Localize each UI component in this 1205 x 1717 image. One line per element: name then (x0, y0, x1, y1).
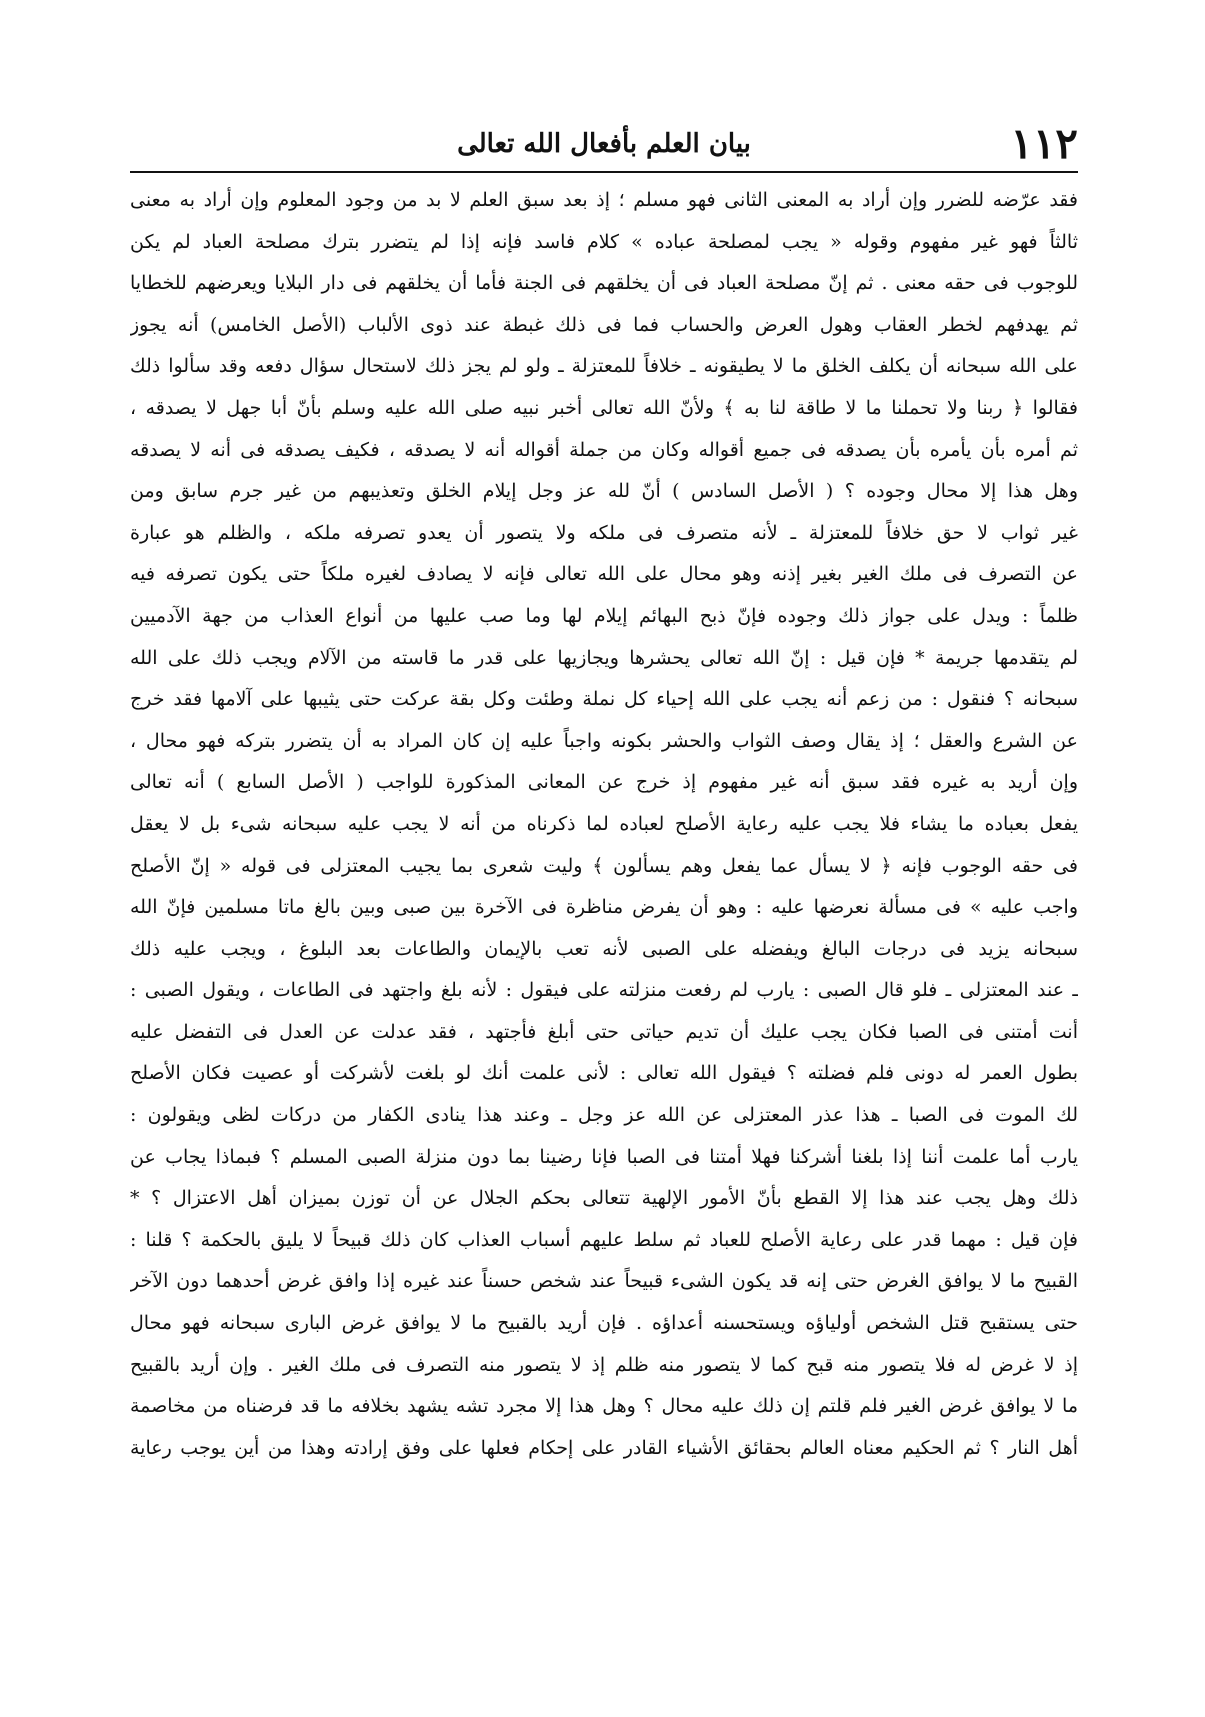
text-line: ظلماً : ويدل على جواز ذلك وجوده فإنّ ذبح البهائم إيلام لها وما صب عليها من أنواع العذاب من جهة الآدميين (130, 604, 1078, 627)
text-line: غير ثواب لا حق خلافاً للمعتزلة ـ لأنه متصرف فى ملكه ولا يتصور أن يعدو تصرفه ملكه ، والظلم هو عبارة (130, 521, 1078, 544)
header-divider (130, 171, 1078, 173)
text-line: القبيح ما لا يوافق الغرض حتى إنه قد يكون الشىء قبيحاً عند شخص حسناً عند غيره إذا وافق غرض أحدهما دون الآخر (130, 1270, 1078, 1293)
text-line: لم يتقدمها جريمة * فإن قيل : إنّ الله تعالى يحشرها ويجازيها على قدر ما قاسته من الآلام ويجب ذلك على الله (130, 646, 1078, 669)
text-line: عن التصرف فى ملك الغير بغير إذنه وهو محال على الله تعالى فإنه لا يصادف لغيره ملكاً حتى يكون تصرفه فيه (130, 563, 1078, 586)
text-line: ما لا يوافق غرض الغير فلم قلتم إن ذلك عليه محال ؟ وهل هذا إلا مجرد تشه يشهد بخلافه ما قد فرضناه من مخاصمة (130, 1395, 1078, 1418)
text-line: فقد عرّضه للضرر وإن أراد به المعنى الثانى فهو مسلم ؛ إذ بعد سبق العلم لا بد من وجود المعلوم وإن أراد به معنى (130, 189, 1078, 211)
page-header (130, 118, 1078, 170)
text-line: ثم أمره بأن يأمره بأن يصدقه فى جميع أقواله وكان من جملة أقواله أنه لا يصدقه ، فكيف يصدقه فى أنه لا يصدقه (130, 438, 1078, 461)
text-line: ذلك وهل يجب عند هذا إلا القطع بأنّ الأمور الإلهية تتعالى بحكم الجلال عن أن توزن بميزان أهل الاعتزال ؟ * (130, 1187, 1078, 1210)
text-line: عن الشرع والعقل ؛ إذ يقال وصف الثواب والحشر بكونه واجباً عليه إن كان المراد به أن يتضرر بتركه فهو محال ، (130, 729, 1078, 752)
running-title: بيان العلم بأفعال الله تعالى (457, 129, 751, 159)
text-line: أهل النار ؟ ثم الحكيم معناه العالم بحقائق الأشياء القادر على إحكام فعلها على وفق إرادته وهذا من أين يوجب رعاية (130, 1436, 1078, 1459)
text-line: إذ لا غرض له فلا يتصور منه قبح كما لا يتصور منه ظلم إذ لا يتصور منه التصرف فى ملك الغير . وإن أريد بالقبيح (130, 1353, 1078, 1376)
page-number: ١١٢ (1010, 119, 1078, 168)
text-line: وإن أريد به غيره فقد سبق أنه غير مفهوم إذ خرج عن المعانى المذكورة للواجب ( الأصل السابع ) أنه تعالى (130, 771, 1078, 794)
text-line: على الله سبحانه أن يكلف الخلق ما لا يطيقونه ـ خلافاً للمعتزلة ـ ولو لم يجز ذلك لاستحال سؤال دفعه وقد سألوا ذلك (130, 355, 1078, 378)
text-line: سبحانه يزيد فى درجات البالغ ويفضله على الصبى لأنه تعب بالإيمان والطاعات بعد البلوغ ، ويجب عليه ذلك (130, 937, 1078, 960)
text-line: فقالوا ﴿ ربنا ولا تحملنا ما لا طاقة لنا به ﴾ ولأنّ الله تعالى أخبر نبيه صلى الله عليه وسلم بأنّ أبا جهل لا يصدقه ، (130, 396, 1078, 419)
text-line: ثم يهدفهم لخطر العقاب وهول العرض والحساب فما فى ذلك غبطة عند ذوى الألباب (الأصل الخامس) أنه يجوز (130, 313, 1078, 336)
text-line: فى حقه الوجوب فإنه ﴿ لا يسأل عما يفعل وهم يسألون ﴾ وليت شعرى بما يجيب المعتزلى فى قوله « إنّ الأصلح (130, 854, 1078, 877)
text-line: حتى يستقبح قتل الشخص أولياؤه ويستحسنه أعداؤه . فإن أريد بالقبيح ما لا يوافق غرض البارى سبحانه فهو محال (130, 1312, 1078, 1335)
text-line: لك الموت فى الصبا ـ هذا عذر المعتزلى عن الله عز وجل ـ وعند هذا ينادى الكفار من دركات لظى ويقولون : (130, 1104, 1078, 1127)
text-line: سبحانه ؟ فنقول : من زعم أنه يجب على الله إحياء كل نملة وطئت وكل بقة عركت حتى يثيبها على آلامها فقد خرج (130, 688, 1078, 711)
text-line: ثالثاً فهو غير مفهوم وقوله « يجب لمصلحة عباده » كلام فاسد فإنه إذا لم يتضرر بترك مصلحة العباد لم يكن (130, 230, 1078, 253)
text-line: للوجوب فى حقه معنى . ثم إنّ مصلحة العباد فى أن يخلقهم فى الجنة فأما أن يخلقهم فى دار البلايا ويعرضهم للخطايا (130, 272, 1078, 295)
text-line: بطول العمر له دونى فلم فضلته ؟ فيقول الله تعالى : لأنى علمت أنك لو بلغت لأشركت أو عصيت فكان الأصلح (130, 1062, 1078, 1085)
text-line: ـ عند المعتزلى ـ فلو قال الصبى : يارب لم رفعت منزلته على فيقول : لأنه بلغ واجتهد فى الطاعات ، ويقول الصبى : (130, 979, 1078, 1002)
text-line: يفعل بعباده ما يشاء فلا يجب عليه رعاية الأصلح لعباده لما ذكرناه من أنه لا يجب عليه سبحانه شىء بل لا يعقل (130, 812, 1078, 835)
text-line: يارب أما علمت أننا إذا بلغنا أشركنا فهلا أمتنا فى الصبا فإنا رضينا بما دون منزلة الصبى المسلم ؟ فبماذا يجاب عن (130, 1145, 1078, 1168)
text-line: فإن قيل : مهما قدر على رعاية الأصلح للعباد ثم سلط عليهم أسباب العذاب كان ذلك قبيحاً لا يليق بالحكمة ؟ قلنا : (130, 1228, 1078, 1251)
text-line: وهل هذا إلا محال وجوده ؟ ( الأصل السادس ) أنّ لله عز وجل إيلام الخلق وتعذيبهم من غير جرم سابق ومن (130, 480, 1078, 503)
body-text (130, 180, 1078, 1469)
text-line: واجب عليه » فى مسألة نعرضها عليه : وهو أن يفرض مناظرة فى الآخرة بين صبى وبين بالغ ماتا مسلمين فإنّ الله (130, 896, 1078, 919)
text-line: أنت أمتنى فى الصبا فكان يجب عليك أن تديم حياتى حتى أبلغ فأجتهد ، فقد عدلت عن العدل فى التفضل عليه (130, 1020, 1078, 1043)
